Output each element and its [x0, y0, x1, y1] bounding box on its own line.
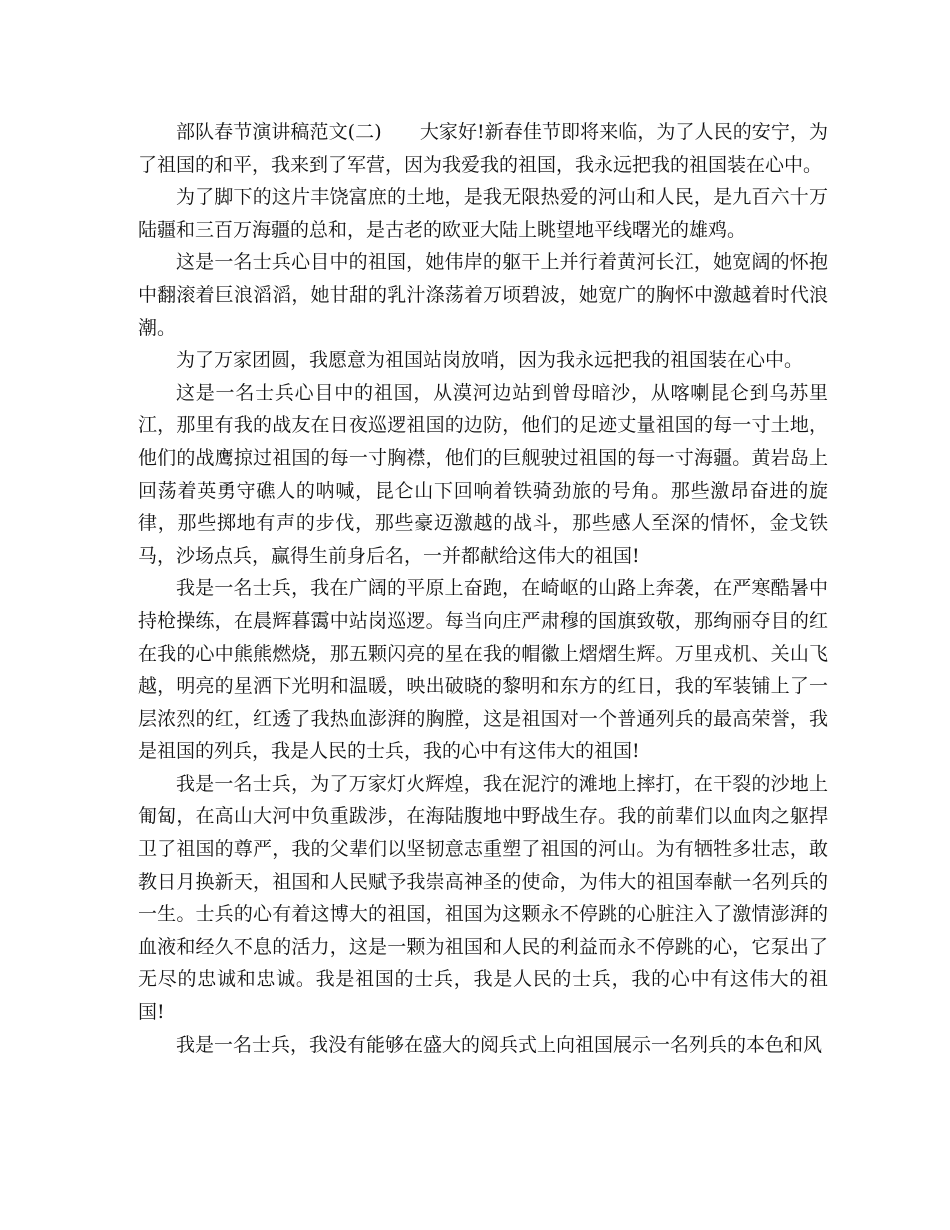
paragraph-4: 为了万家团圆，我愿意为祖国站岗放哨，因为我永远把我的祖国装在心中。: [176, 349, 804, 372]
paragraph-6: 我是一名士兵，我在广阔的平原上奋跑，在崎岖的山路上奔袭，在严寒酷暑中持枪操练，在晨辉暮霭中站岗巡逻。每当向庄严肃穆的国旗致敬，那绚丽夺目的红在我的心中熊熊燃烧，那五颗闪亮的星在我的帽徽上熠熠生辉。万里戎机、关山飞越，明亮的星洒下光明和温暖，映出破晓的黎明和东方的红日，我的军装铺上了一层浓烈的红，红透了我热血澎湃的胸膛，这是祖国对一个普通列兵的最高荣誉，我是祖国的列兵，我是人民的士兵，我的心中有这伟大的祖国!: [138, 577, 828, 763]
paragraph-1: 部队春节演讲稿范文(二) 大家好!新春佳节即将来临，为了人民的安宁，为了祖国的和平，我来到了军营，因为我爱我的祖国，我永远把我的祖国装在心中。: [138, 121, 828, 176]
paragraph-2: 为了脚下的这片丰饶富庶的土地，是我无限热爱的河山和人民，是九百六十万陆疆和三百万海疆的总和，是古老的欧亚大陆上眺望地平线曙光的雄鸡。: [138, 186, 828, 241]
document-body: [138, 116, 828, 1061]
paragraph-7: 我是一名士兵，为了万家灯火辉煌，我在泥泞的滩地上摔打，在干裂的沙地上匍匐，在高山大河中负重跋涉，在海陆腹地中野战生存。我的前辈们以血肉之躯捍卫了祖国的尊严，我的父辈们以坚韧意志重塑了祖国的河山。为有牺牲多壮志，敢教日月换新天，祖国和人民赋予我崇高神圣的使命，为伟大的祖国奉献一名列兵的一生。士兵的心有着这博大的祖国，祖国为这颗永不停跳的心脏注入了激情澎湃的血液和经久不息的活力，这是一颗为祖国和人民的利益而永不停跳的心，它泵出了无尽的忠诚和忠诚。我是祖国的士兵，我是人民的士兵，我的心中有这伟大的祖国!: [138, 772, 828, 1024]
paragraph-3: 这是一名士兵心目中的祖国，她伟岸的躯干上并行着黄河长江，她宽阔的怀抱中翻滚着巨浪滔滔，她甘甜的乳汁涤荡着万顷碧波，她宽广的胸怀中激越着时代浪潮。: [138, 251, 828, 339]
paragraph-8: 我是一名士兵，我没有能够在盛大的阅兵式上向祖国展示一名列兵的本色和风: [176, 1033, 823, 1056]
paragraph-5: 这是一名士兵心目中的祖国，从漠河边站到曾母暗沙，从喀喇昆仑到乌苏里江，那里有我的战友在日夜巡逻祖国的边防，他们的足迹丈量祖国的每一寸土地，他们的战鹰掠过祖国的每一寸胸襟，他们的巨舰驶过祖国的每一寸海疆。黄岩岛上回荡着英勇守礁人的呐喊，昆仑山下回响着铁骑劲旅的号角。那些激昂奋进的旋律，那些掷地有声的步伐，那些豪迈激越的战斗，那些感人至深的情怀，金戈铁马，沙场点兵，赢得生前身后名，一并都献给这伟大的祖国!: [138, 381, 828, 567]
